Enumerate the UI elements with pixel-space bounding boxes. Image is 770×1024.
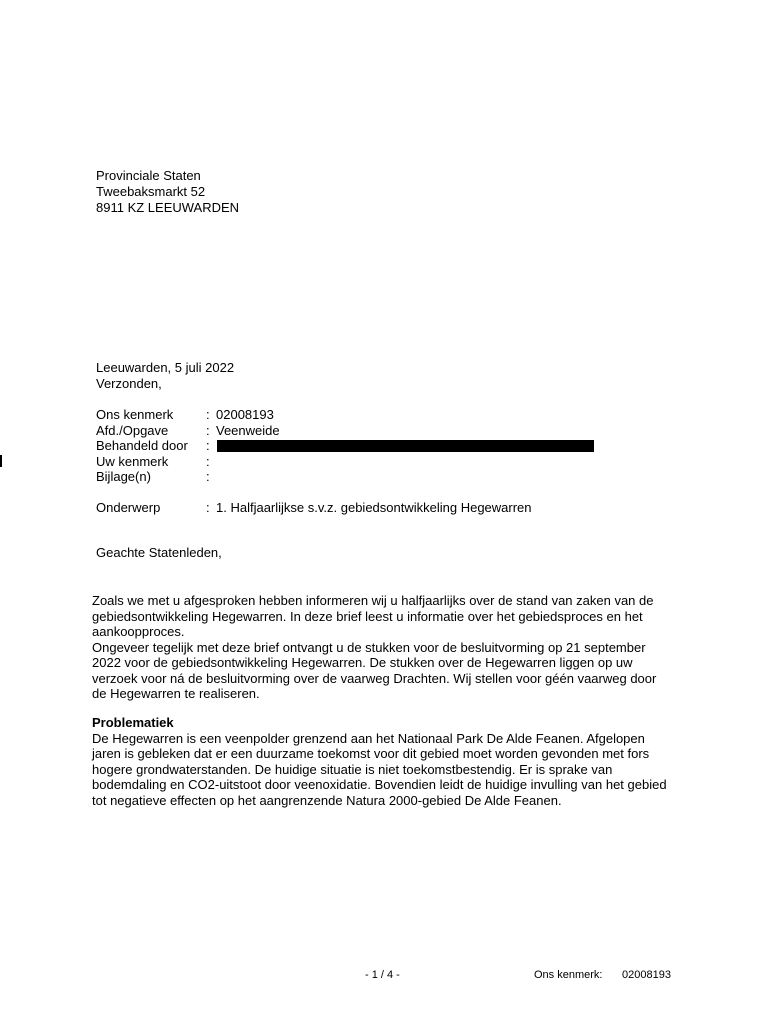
recipient-street: Tweebaksmarkt 52: [96, 184, 206, 199]
colon: :: [206, 438, 210, 453]
subject-row: [96, 500, 656, 516]
date-line: Leeuwarden, 5 juli 2022: [96, 360, 235, 375]
recipient-address: [96, 168, 239, 216]
section-problematiek: [92, 715, 672, 808]
sent-line: Verzonden,: [96, 376, 162, 391]
ons-kenmerk-label: Ons kenmerk: [96, 407, 174, 422]
recipient-name: Provinciale Staten: [96, 168, 201, 183]
date-block: [96, 360, 234, 392]
afdeling-value: Veenweide: [216, 422, 280, 438]
meta-row-bijlagen: [96, 469, 616, 485]
afdeling-label: Afd./Opgave: [96, 422, 169, 438]
recipient-city: 8911 KZ LEEUWARDEN: [96, 200, 240, 215]
colon: :: [206, 500, 210, 515]
page-number: - 1 / 4 -: [365, 969, 400, 981]
redaction-bar: [217, 440, 594, 452]
colon: :: [206, 469, 210, 484]
meta-row-ons-kenmerk: [96, 407, 616, 423]
subject-block: [96, 500, 656, 516]
subject-label: Onderwerp: [96, 500, 161, 515]
reference-block: [96, 407, 616, 485]
section-text: De Hegewarren is een veenpolder grenzend aan het Nationaal Park De Alde Feanen. Afgelopen jaren is gebleken dat er een duurzame toekomst voor dit gebied moet worden gevonden met fors hogere grondwaterstanden. De huidige situatie is niet toekomstbestendig. Er is sprake van bodemdaling en CO2-uitstoot door veenoxidatie. Bovendien leidt de huidige invulling van het gebied tot negatieve effecten op het aangrenzende Natura 2000-gebied De Alde Feanen.: [92, 730, 667, 808]
meta-row-afdeling: [96, 423, 616, 439]
paragraph-intro: Zoals we met u afgesproken hebben informeren wij u halfjaarlijks over de stand van zaken van de gebiedsontwikkeling Hegewarren. In deze brief leest u informatie over het gebiedsproces en het aankoopproces.: [92, 593, 654, 639]
letter-body: [92, 593, 672, 702]
colon: :: [206, 407, 210, 422]
footer-kenmerk-value: 02008193: [622, 969, 671, 981]
bijlagen-label: Bijlage(n): [96, 469, 151, 484]
section-heading: Problematiek: [92, 715, 174, 730]
uw-kenmerk-label: Uw kenmerk: [96, 453, 169, 469]
behandeld-door-label: Behandeld door: [96, 438, 188, 453]
ons-kenmerk-value: 02008193: [216, 407, 274, 422]
paragraph-decision: Ongeveer tegelijk met deze brief ontvangt u de stukken voor de besluitvorming op 21 september 2022 voor de gebiedsontwikkeling Hegewarren. De stukken over de Hegewarren liggen op uw verzoek voor ná de besluitvorming over de vaarweg Drachten. Wij stellen voor géén vaarweg door de Hegewarren te realiseren.: [92, 639, 657, 701]
margin-mark: [0, 455, 2, 467]
footer-kenmerk-label: Ons kenmerk:: [534, 969, 603, 981]
salutation: Geachte Statenleden,: [96, 545, 222, 560]
subject-value: 1. Halfjaarlijkse s.v.z. gebiedsontwikkeling Hegewarren: [216, 500, 532, 515]
meta-row-behandeld-door: [96, 438, 616, 454]
meta-row-uw-kenmerk: [96, 454, 616, 470]
colon: :: [206, 422, 210, 438]
colon: :: [206, 453, 210, 469]
